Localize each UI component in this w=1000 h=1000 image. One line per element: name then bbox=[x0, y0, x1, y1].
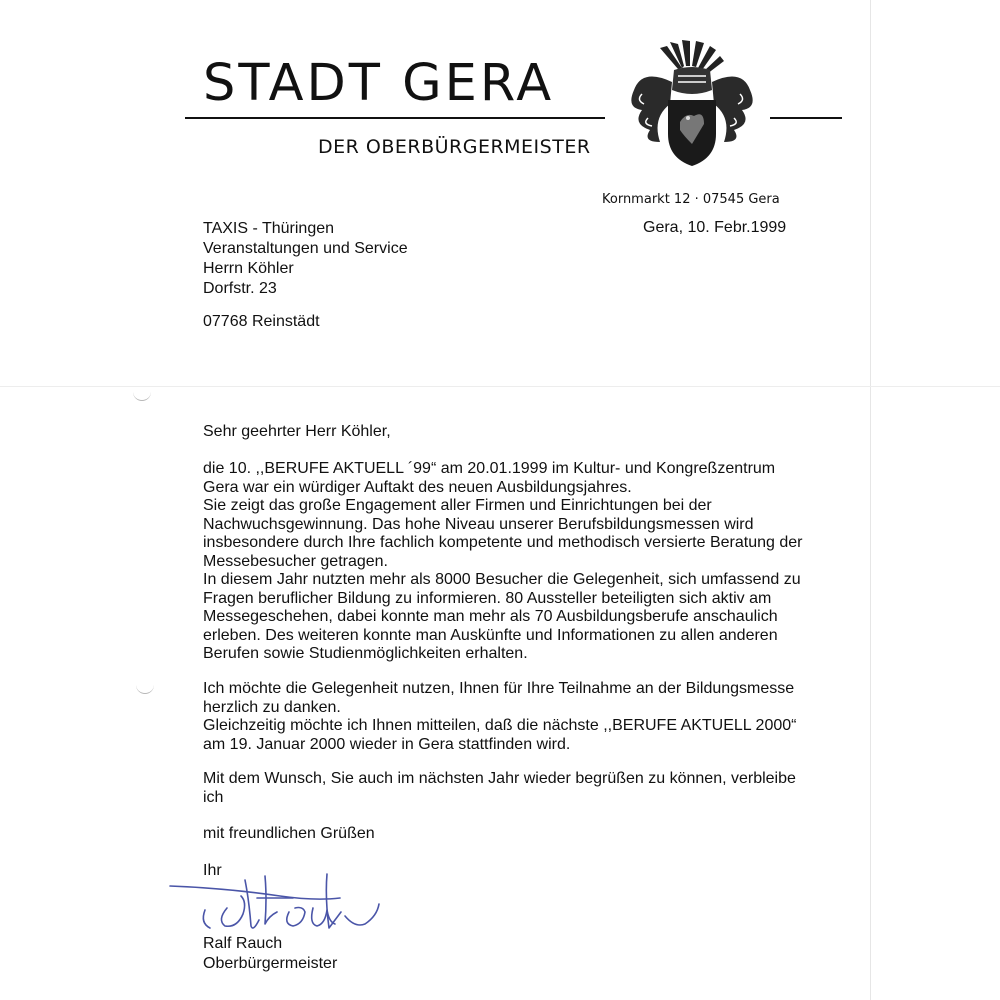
recipient-line: Dorfstr. 23 bbox=[203, 280, 277, 297]
fold-line bbox=[0, 386, 1000, 387]
body-paragraph-3 bbox=[203, 770, 796, 807]
letter-date: Gera, 10. Febr.1999 bbox=[643, 219, 787, 236]
body-line: Berufen sowie Studienmöglichkeiten erhalten. bbox=[203, 645, 528, 662]
letterhead-subtitle: DER OBERBÜRGERMEISTER bbox=[318, 136, 591, 158]
body-line: Messegeschehen, dabei konnte man mehr als 70 Ausbildungsberufe anschaulich bbox=[203, 608, 778, 625]
body-paragraph-1 bbox=[203, 460, 802, 664]
body-line: Gleichzeitig möchte ich Ihnen mitteilen, daß die nächste ,,BERUFE AKTUELL 2000“ bbox=[203, 717, 797, 734]
punch-mark-upper bbox=[133, 390, 151, 401]
body-line: Fragen beruflicher Bildung zu informieren. 80 Aussteller beteiligten sich aktiv am bbox=[203, 589, 772, 607]
letterhead-title: STADT GERA bbox=[203, 54, 555, 113]
signature-prefix: Ihr bbox=[203, 862, 222, 879]
body-line: Gera war ein würdiger Auftakt des neuen Ausbildungsjahres. bbox=[203, 478, 632, 496]
body-paragraph-2 bbox=[203, 680, 796, 754]
body-line: am 19. Januar 2000 wieder in Gera stattfinden wird. bbox=[203, 735, 571, 753]
body-line: Messebesucher getragen. bbox=[203, 552, 388, 570]
letterhead-rule-right bbox=[770, 117, 842, 119]
signer-name: Ralf Rauch bbox=[203, 935, 283, 952]
recipient-line: TAXIS - Thüringen bbox=[203, 220, 335, 237]
recipient-city: 07768 Reinstädt bbox=[203, 313, 320, 330]
coat-of-arms-icon bbox=[612, 38, 762, 168]
recipient-line: Veranstaltungen und Service bbox=[203, 240, 408, 257]
punch-mark-lower bbox=[136, 683, 154, 694]
body-line: Ich möchte die Gelegenheit nutzen, Ihnen für Ihre Teilnahme an der Bildungsmesse bbox=[203, 680, 795, 697]
salutation: Sehr geehrter Herr Köhler, bbox=[203, 423, 391, 440]
body-line: Mit dem Wunsch, Sie auch im nächsten Jahr wieder begrüßen zu können, verbleibe bbox=[203, 770, 796, 787]
letterhead-rule-left bbox=[185, 117, 605, 119]
letterhead-address: Kornmarkt 12 · 07545 Gera bbox=[602, 192, 780, 207]
body-line: Nachwuchsgewinnung. Das hohe Niveau unserer Berufsbildungsmessen wird bbox=[203, 515, 754, 533]
recipient-line: Herrn Köhler bbox=[203, 260, 294, 277]
body-line: erleben. Des weiteren konnte man Auskünfte und Informationen zu allen anderen bbox=[203, 626, 778, 644]
body-line: herzlich zu danken. bbox=[203, 698, 341, 716]
recipient-block bbox=[203, 219, 408, 299]
closing: mit freundlichen Grüßen bbox=[203, 825, 375, 842]
body-line: In diesem Jahr nutzten mehr als 8000 Besucher die Gelegenheit, sich umfassend zu bbox=[203, 571, 801, 588]
body-line: Sie zeigt das große Engagement aller Firmen und Einrichtungen bei der bbox=[203, 497, 712, 514]
signer-title: Oberbürgermeister bbox=[203, 955, 338, 972]
body-line: ich bbox=[203, 788, 224, 806]
body-line: die 10. ,,BERUFE AKTUELL ´99“ am 20.01.1999 im Kultur- und Kongreßzentrum bbox=[203, 460, 776, 477]
page-edge bbox=[870, 0, 871, 1000]
body-line: insbesondere durch Ihre fachlich kompetente und methodisch versierte Beratung der bbox=[203, 534, 803, 551]
